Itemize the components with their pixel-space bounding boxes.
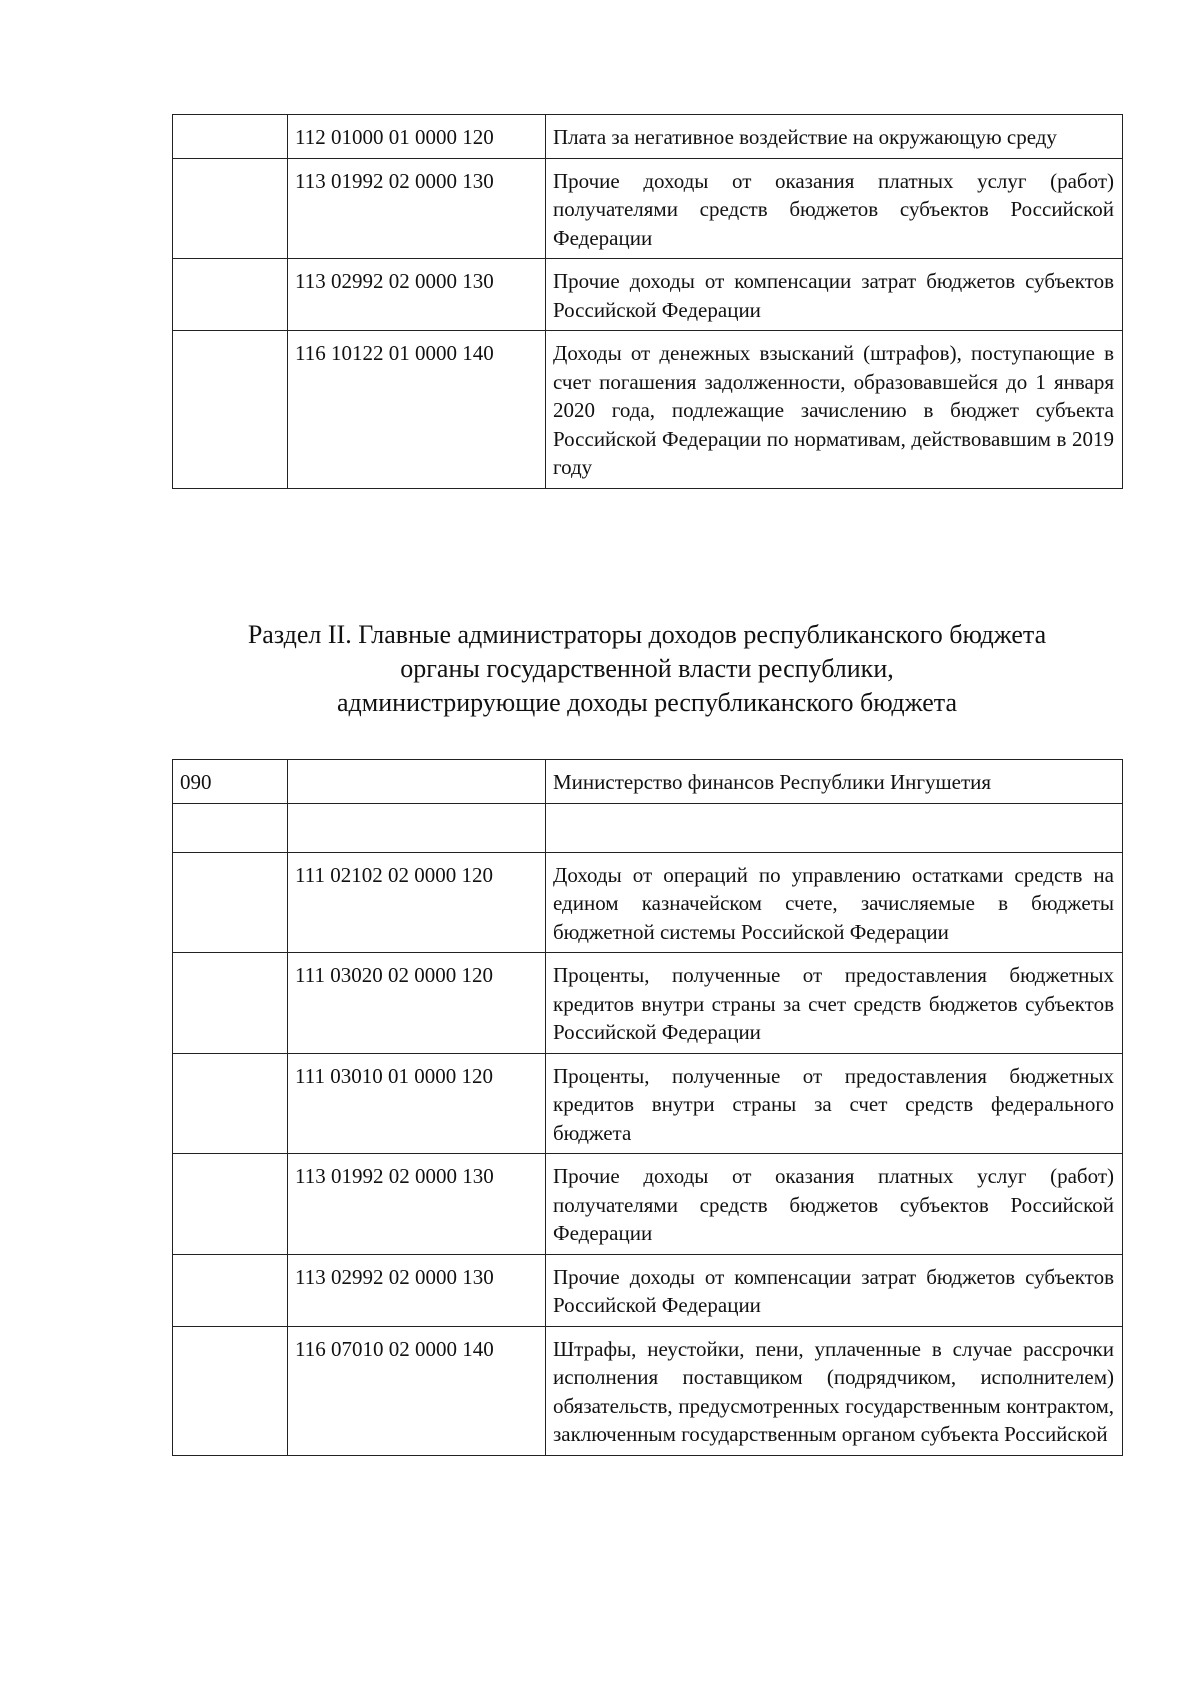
revenue-code-cell: 113 01992 02 0000 130 xyxy=(288,158,546,259)
table-row xyxy=(173,760,1123,804)
admin-code-cell xyxy=(173,953,288,1054)
admin-code-cell xyxy=(173,158,288,259)
admin-code-cell xyxy=(173,259,288,331)
revenue-code-cell xyxy=(288,760,546,804)
revenue-code-cell: 113 02992 02 0000 130 xyxy=(288,1254,546,1326)
admin-code-cell: 090 xyxy=(173,760,288,804)
revenue-codes-table-top xyxy=(172,114,1123,489)
revenue-code-cell xyxy=(288,803,546,852)
table-row xyxy=(173,259,1123,331)
revenue-name-cell xyxy=(546,803,1123,852)
table-row xyxy=(173,158,1123,259)
revenue-name-cell: Проценты, полученные от предоставления бюджетных кредитов внутри страны за счет средств федерального бюджета xyxy=(546,1053,1123,1154)
revenue-name-cell: Прочие доходы от компенсации затрат бюджетов субъектов Российской Федерации xyxy=(546,259,1123,331)
revenue-code-cell: 113 02992 02 0000 130 xyxy=(288,259,546,331)
revenue-name-cell: Плата за негативное воздействие на окружающую среду xyxy=(546,115,1123,159)
revenue-code-cell: 116 07010 02 0000 140 xyxy=(288,1326,546,1455)
revenue-name-cell: Штрафы, неустойки, пени, уплаченные в случае рассрочки исполнения поставщиком (подрядчиком, исполнителем) обязательств, предусмотренных государственным контрактом, заключенным государственным органом субъекта Российской xyxy=(546,1326,1123,1455)
table-row xyxy=(173,1326,1123,1455)
table-row xyxy=(173,953,1123,1054)
admin-code-cell xyxy=(173,1254,288,1326)
revenue-name-cell: Проценты, полученные от предоставления бюджетных кредитов внутри страны за счет средств бюджетов субъектов Российской Федерации xyxy=(546,953,1123,1054)
revenue-name-cell: Прочие доходы от компенсации затрат бюджетов субъектов Российской Федерации xyxy=(546,1254,1123,1326)
revenue-name-cell: Доходы от денежных взысканий (штрафов), поступающие в счет погашения задолженности, образовавшейся до 1 января 2020 года, подлежащие зачислению в бюджет субъекта Российской Федерации по нормативам, действовавшим в 2019 году xyxy=(546,331,1123,489)
table-row xyxy=(173,115,1123,159)
admin-code-cell xyxy=(173,1053,288,1154)
revenue-name-cell: Доходы от операций по управлению остатками средств на едином казначейском счете, зачисляемые в бюджеты бюджетной системы Российской Федерации xyxy=(546,852,1123,953)
admin-code-cell xyxy=(173,803,288,852)
table-row xyxy=(173,1254,1123,1326)
revenue-name-cell: Прочие доходы от оказания платных услуг (работ) получателями средств бюджетов субъектов Российской Федерации xyxy=(546,158,1123,259)
admin-code-cell xyxy=(173,852,288,953)
table-row xyxy=(173,1053,1123,1154)
revenue-code-cell: 111 02102 02 0000 120 xyxy=(288,852,546,953)
revenue-name-cell: Прочие доходы от оказания платных услуг (работ) получателями средств бюджетов субъектов Российской Федерации xyxy=(546,1154,1123,1255)
section-heading xyxy=(172,618,1122,720)
revenue-codes-table-bottom xyxy=(172,759,1123,1456)
revenue-code-cell: 112 01000 01 0000 120 xyxy=(288,115,546,159)
admin-code-cell xyxy=(173,1326,288,1455)
section-heading-line-2: органы государственной власти республики, xyxy=(400,654,894,683)
table-row xyxy=(173,331,1123,489)
admin-code-cell xyxy=(173,331,288,489)
table-row xyxy=(173,803,1123,852)
table-row xyxy=(173,852,1123,953)
admin-code-cell xyxy=(173,1154,288,1255)
revenue-code-cell: 111 03010 01 0000 120 xyxy=(288,1053,546,1154)
revenue-code-cell: 113 01992 02 0000 130 xyxy=(288,1154,546,1255)
admin-code-cell xyxy=(173,115,288,159)
section-heading-line-3: администрирующие доходы республиканского бюджета xyxy=(337,688,957,717)
revenue-name-cell: Министерство финансов Республики Ингушетия xyxy=(546,760,1123,804)
table-row xyxy=(173,1154,1123,1255)
revenue-code-cell: 111 03020 02 0000 120 xyxy=(288,953,546,1054)
revenue-code-cell: 116 10122 01 0000 140 xyxy=(288,331,546,489)
section-heading-line-1: Раздел II. Главные администраторы доходов республиканского бюджета xyxy=(247,620,1047,649)
